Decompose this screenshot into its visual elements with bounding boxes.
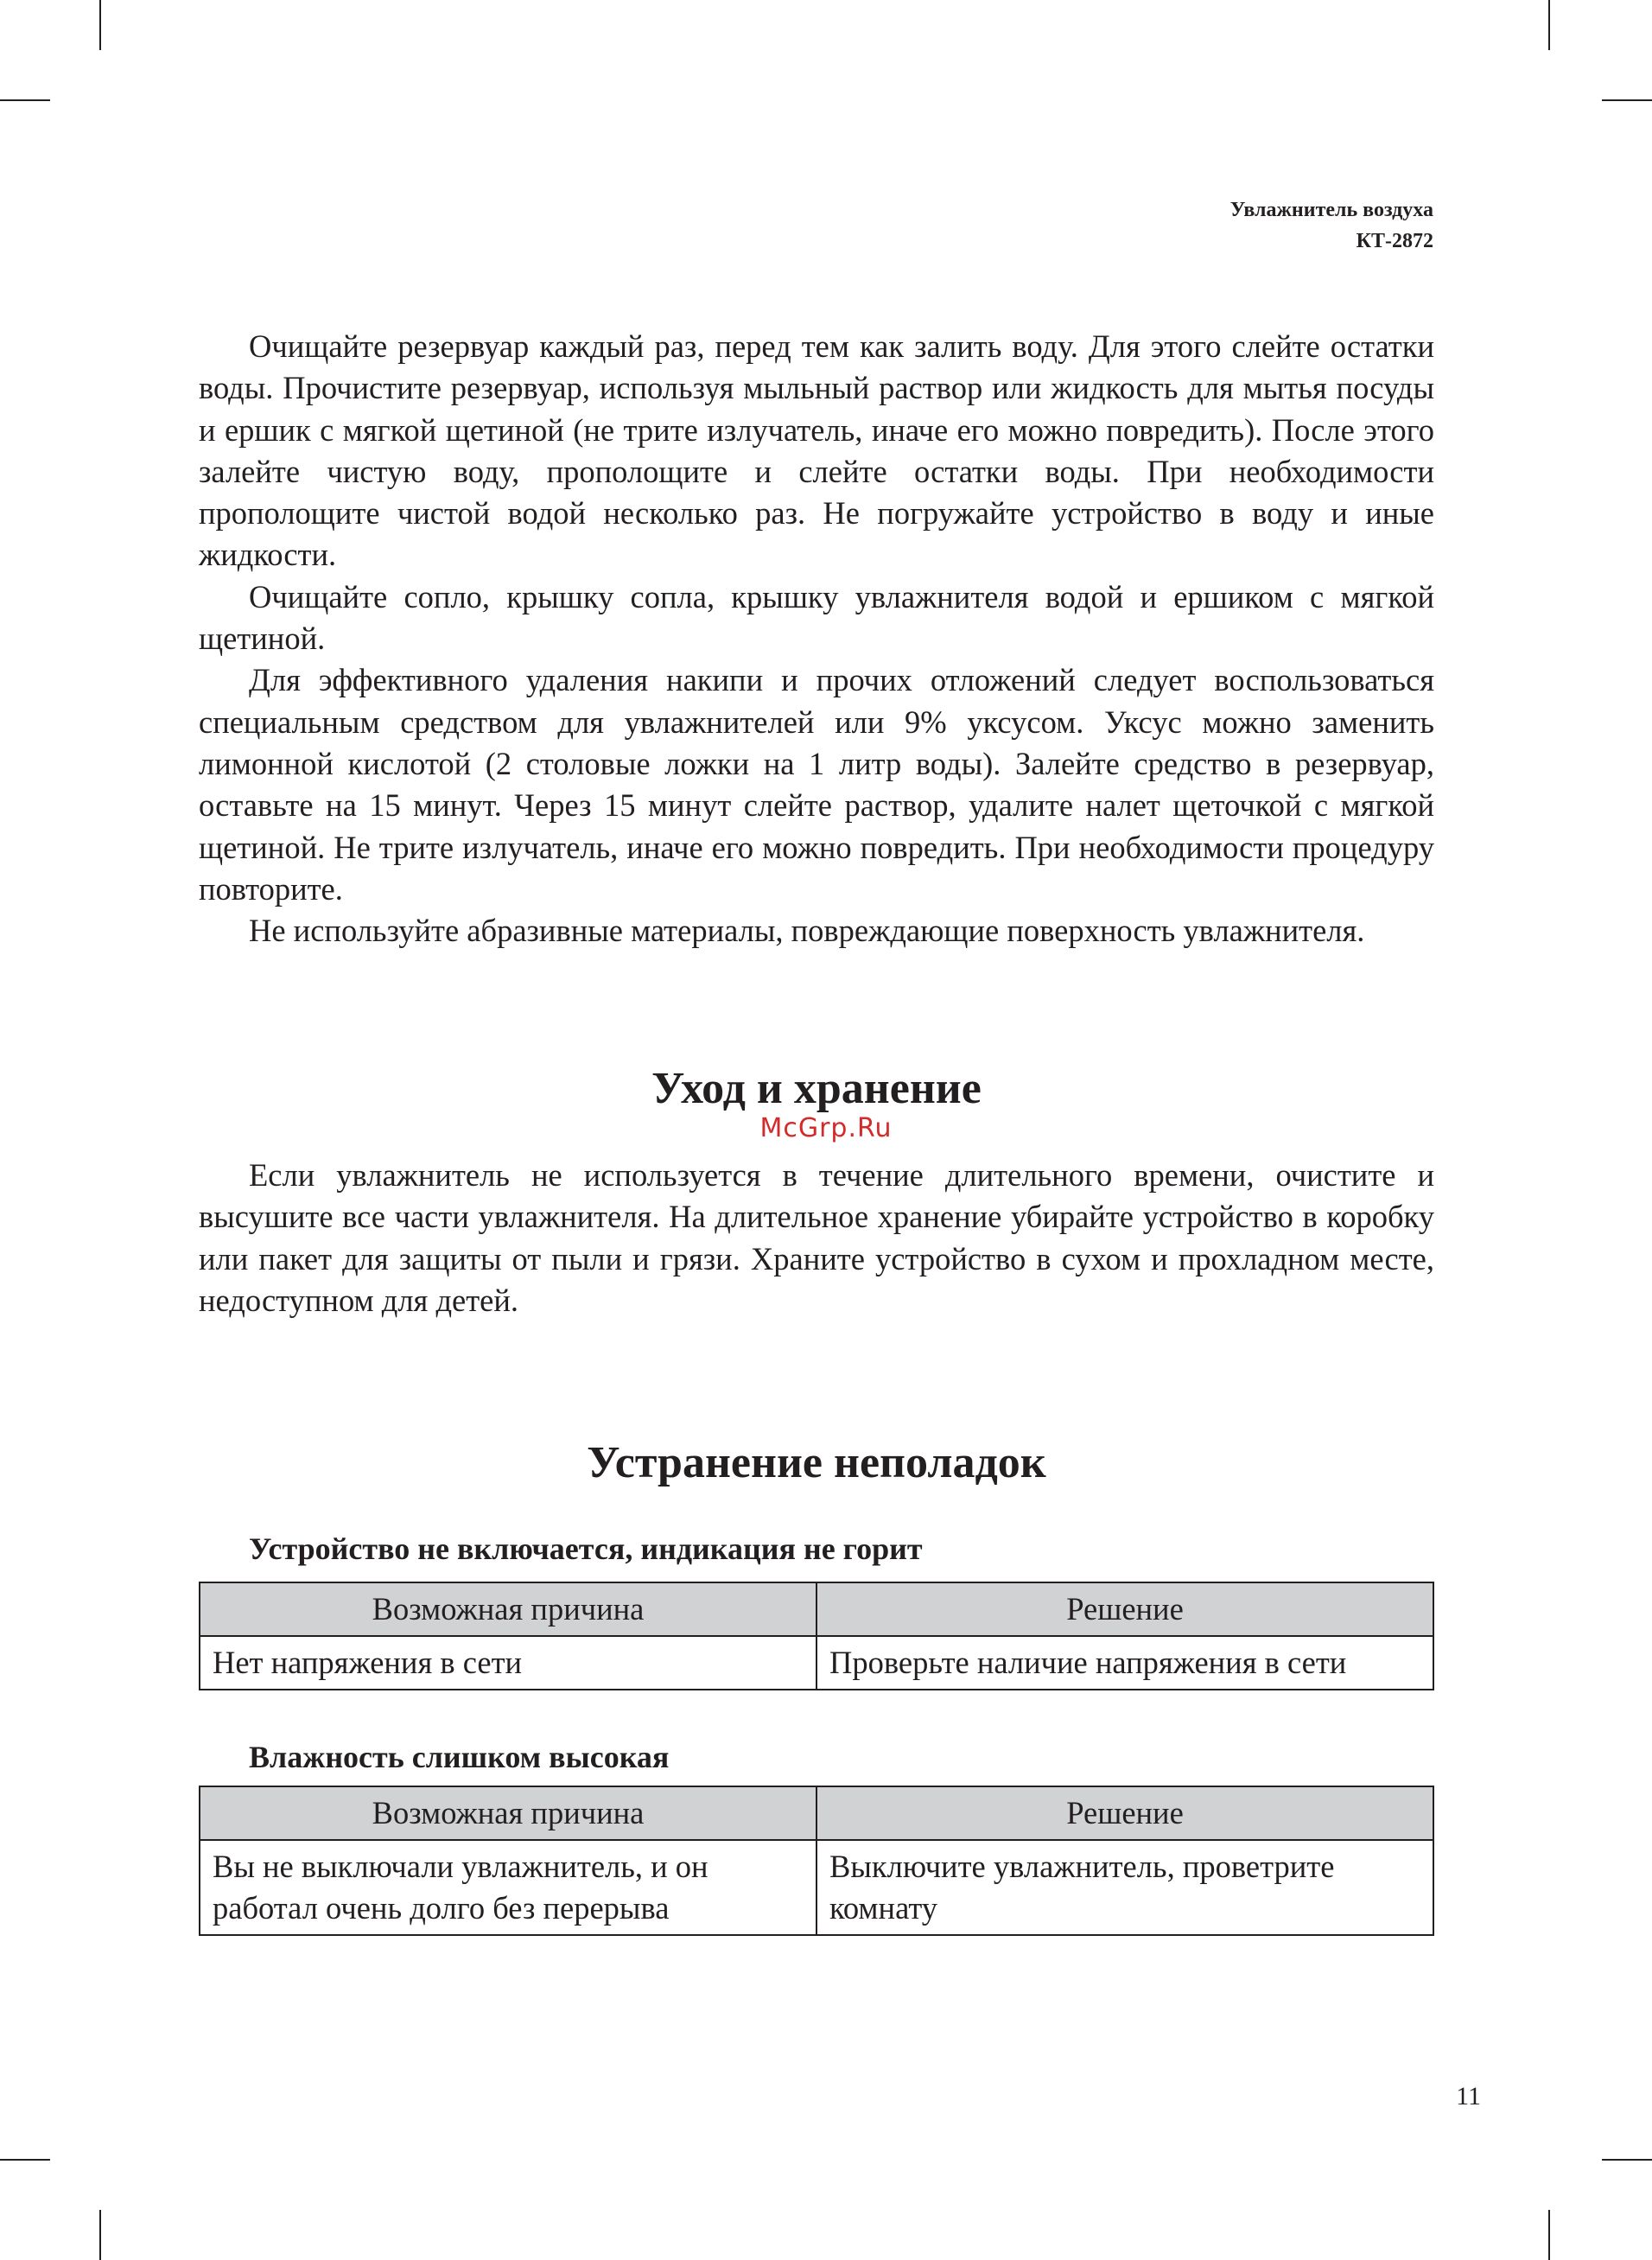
paragraph: Не используйте абразивные материалы, повреждающие поверхность увлажнителя.	[249, 913, 1365, 949]
paragraph: Очищайте резервуар каждый раз, перед тем как залить воду. Для этого слейте остатки воды. Прочистите резервуар, используя мыльный раствор или жидкость для мытья посуды и ершик с мягкой щетиной (не трите излучатель, иначе его можно повредить). После этого залейте чистую воду, прополощите и слейте остатки воды. При необходимости прополощите чистой водой несколько раз. Не погружайте устройство в воду и иные жидкости.	[199, 328, 1434, 573]
crop-mark	[0, 2159, 50, 2161]
section-title-troubleshooting: Устранение неполадок	[587, 1438, 1046, 1487]
paragraph: Для эффективного удаления накипи и прочих отложений следует воспользоваться специальным средством для увлажнителей или 9% уксусом. Уксус можно заменить лимонной кислотой (2 столовые ложки на 1 литр воды). Залейте средство в резервуар, оставьте на 15 минут. Через 15 минут слейте раствор, удалите налет щеточкой с мягкой щетиной. Не трите излучатель, иначе его можно повредить. При необходимости процедуру повторите.	[199, 662, 1434, 907]
troubleshooting-table	[199, 1582, 1434, 1690]
crop-mark	[1548, 0, 1550, 50]
solution-cell: Выключите увлажнитель, проветрите комнату	[816, 1840, 1433, 1935]
table-header-row	[200, 1582, 1433, 1636]
watermark-text: McGrp.Ru	[759, 1113, 893, 1143]
crop-mark	[1602, 2159, 1652, 2161]
table-row	[200, 1840, 1433, 1935]
troubleshooting-table	[199, 1786, 1434, 1936]
column-header-cause: Возможная причина	[200, 1582, 816, 1636]
table-row	[200, 1636, 1433, 1690]
crop-mark	[1548, 2210, 1550, 2260]
care-section	[199, 1155, 1434, 1321]
page-number: 11	[1456, 2082, 1481, 2110]
cleaning-section	[199, 326, 1434, 952]
section-title-care: Уход и хранение	[651, 1064, 982, 1113]
crop-mark	[99, 2210, 101, 2260]
column-header-solution: Решение	[816, 1582, 1433, 1636]
cause-cell: Нет напряжения в сети	[200, 1636, 816, 1690]
header-model: КТ-2872	[1356, 230, 1433, 252]
problem-title: Устройство не включается, индикация не горит	[249, 1531, 923, 1566]
paragraph: Если увлажнитель не используется в течение длительного времени, очистите и высушите все части увлажнителя. На длительное хранение убирайте устройство в коробку или пакет для защиты от пыли и грязи. Храните устройство в сухом и прохладном месте, недоступном для детей.	[199, 1157, 1434, 1318]
crop-mark	[1602, 99, 1652, 101]
table-header-row	[200, 1786, 1433, 1840]
column-header-cause: Возможная причина	[200, 1786, 816, 1840]
cause-cell: Вы не выключали увлажнитель, и он работал очень долго без перерыва	[200, 1840, 816, 1935]
crop-mark	[99, 0, 101, 50]
problem-title: Влажность слишком высокая	[249, 1740, 670, 1774]
running-header	[1230, 194, 1433, 257]
solution-cell: Проверьте наличие напряжения в сети	[816, 1636, 1433, 1690]
paragraph: Очищайте сопло, крышку сопла, крышку увлажнителя водой и ершиком с мягкой щетиной.	[199, 578, 1434, 657]
header-product: Увлажнитель воздуха	[1229, 199, 1433, 221]
crop-mark	[0, 99, 50, 101]
column-header-solution: Решение	[816, 1786, 1433, 1840]
